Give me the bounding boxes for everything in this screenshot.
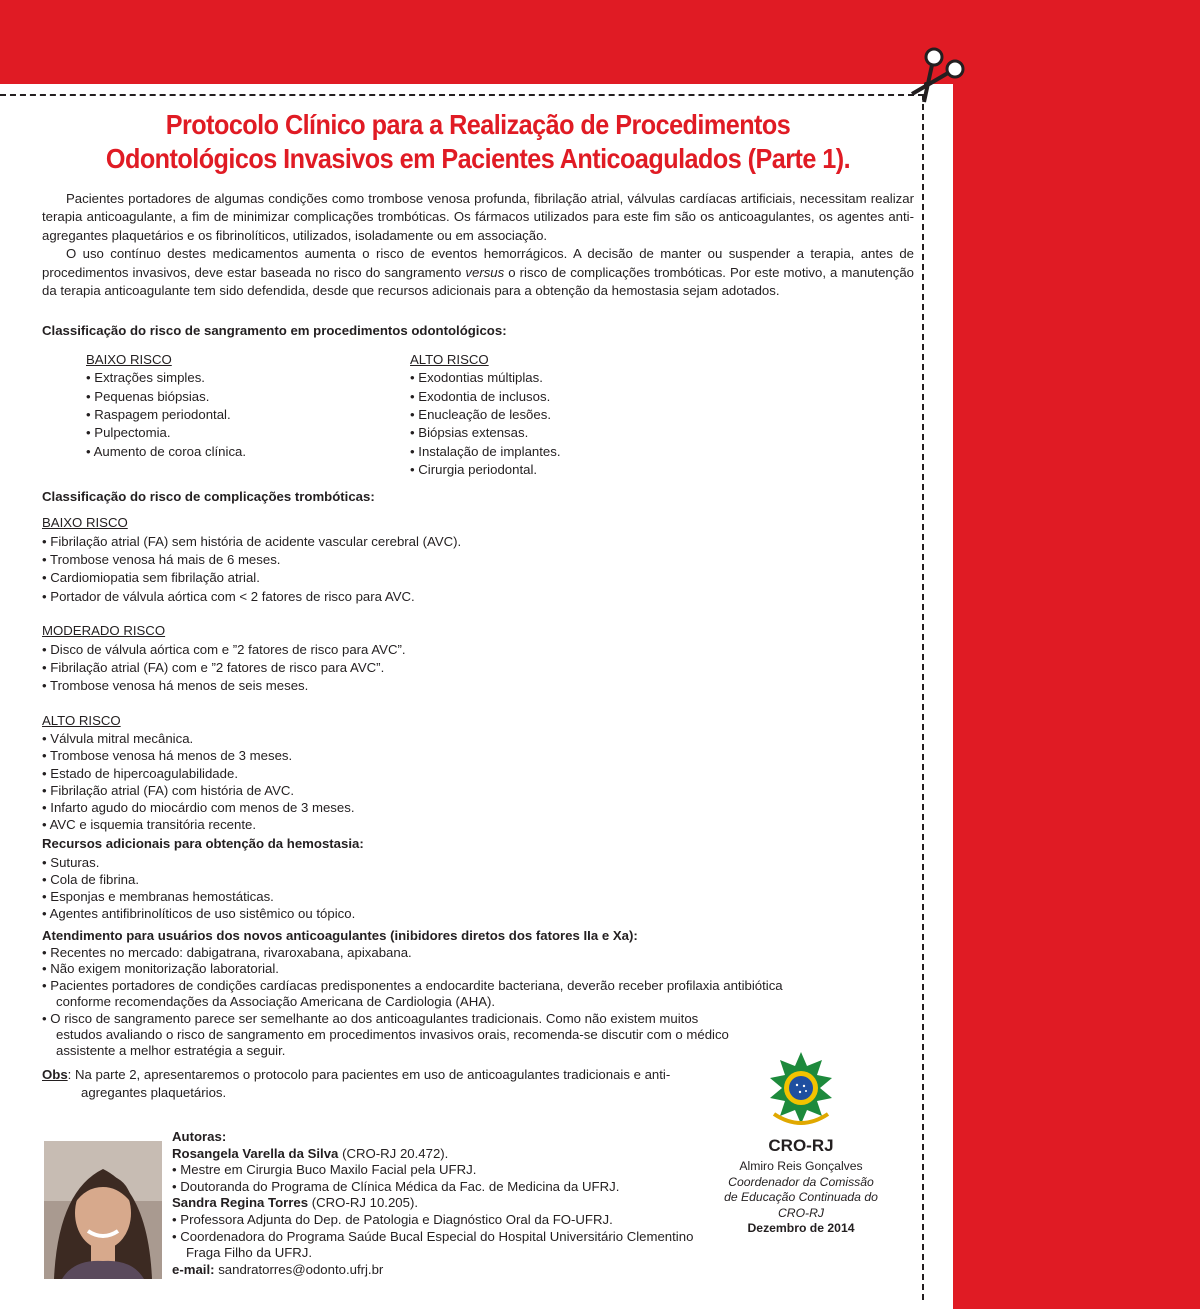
list-item: • Mestre em Cirurgia Buco Maxilo Facial pela UFRJ.	[172, 1162, 722, 1179]
list-item: • Disco de válvula aórtica com e ”2 fatores de risco para AVC”.	[42, 641, 914, 659]
coat-of-arms-icon	[760, 1048, 842, 1130]
main-content	[42, 108, 914, 1103]
cro-signature-block	[722, 1048, 880, 1236]
list-item: • Biópsias extensas.	[410, 424, 734, 442]
author-text	[172, 1129, 722, 1278]
obs-text: : Na parte 2, apresentaremos o protocolo para pacientes em uso de anticoagulantes tradicionais e anti-agregantes plaquetários.	[67, 1066, 671, 1101]
author-photo	[44, 1141, 162, 1279]
list-item: • Enucleação de lesões.	[410, 406, 734, 424]
thrombotic-moderate-label: MODERADO RISCO	[42, 623, 166, 639]
list-item: • Extrações simples.	[86, 369, 410, 387]
list-item: • Instalação de implantes.	[410, 443, 734, 461]
list-item: • Raspagem periodontal.	[86, 406, 410, 424]
new-anticoagulants-title: Atendimento para usuários dos novos anticoagulantes (inibidores diretos dos fatores IIa e Xa):	[42, 927, 638, 943]
list-item: • Trombose venosa há mais de 6 meses.	[42, 551, 914, 569]
thrombotic-moderate-group	[42, 622, 914, 696]
list-item: • Aumento de coroa clínica.	[86, 443, 410, 461]
list-item: • Suturas.	[42, 854, 914, 871]
list-item: • AVC e isquemia transitória recente.	[42, 816, 914, 833]
author-2-line	[172, 1195, 722, 1212]
author-1-name: Rosangela Varella da Silva	[172, 1145, 339, 1161]
thrombotic-high-label: ALTO RISCO	[42, 712, 121, 728]
list-item: • Fibrilação atrial (FA) com história de AVC.	[42, 782, 914, 799]
bleeding-risk-columns	[86, 351, 914, 480]
list-item: • Portador de válvula aórtica com < 2 fatores de risco para AVC.	[42, 588, 914, 606]
list-item: • Agentes antifibrinolíticos de uso sistêmico ou tópico.	[42, 905, 914, 922]
intro-p2-text-b: o risco de complicações trombóticas. Por este motivo, a manutenção da terapia anticoagulante tem sido defendida, desde que recursos adicionais para a obtenção da hemostasia sejam adotados.	[42, 264, 915, 299]
author-1-cro: (CRO-RJ 20.472).	[338, 1145, 449, 1161]
hemostasis-title: Recursos adicionais para obtenção da hemostasia:	[42, 836, 364, 852]
bleeding-low-column	[86, 351, 410, 480]
title-line-2: Odontológicos Invasivos em Pacientes Anticoagulados (Parte 1).	[105, 143, 851, 174]
cro-role: Coordenador da Comissão de Educação Continuada do CRO-RJ	[724, 1174, 878, 1220]
list-item: • Fibrilação atrial (FA) sem história de acidente vascular cerebral (AVC).	[42, 533, 914, 551]
author-1-line	[172, 1146, 722, 1163]
page-title	[86, 108, 871, 176]
list-item: • Exodontia de inclusos.	[410, 388, 734, 406]
list-item: • Recentes no mercado: dabigatrana, rivaroxabana, apixabana.	[42, 945, 914, 961]
list-item: • Cola de fibrina.	[42, 871, 914, 888]
cut-line-right	[922, 94, 924, 1300]
list-item: • Cardiomiopatia sem fibrilação atrial.	[42, 569, 914, 587]
cro-name: CRO-RJ	[768, 1136, 834, 1155]
intro-paragraph-2	[42, 245, 914, 300]
thrombotic-low-group	[42, 514, 914, 606]
cut-line-top	[0, 94, 924, 96]
intro-paragraph-1: Pacientes portadores de algumas condições como trombose venosa profunda, fibrilação atrial, válvulas cardíacas artificiais, necessitam realizar terapia anticoagulante, a fim de minimizar complicações trombóticas. Os fármacos utilizados para este fim são os anticoagulantes, os agentes anti-agregantes plaquetários e os fibrinolíticos, utilizados, isoladamente ou em associação.	[42, 191, 914, 243]
list-item: • Esponjas e membranas hemostáticas.	[42, 888, 914, 905]
list-item: • Fibrilação atrial (FA) com e ”2 fatores de risco para AVC”.	[42, 659, 914, 677]
intro-p2-text-a: O uso contínuo destes medicamentos aumenta o risco de eventos hemorrágicos. A decisão de manter ou suspender a terapia, antes de procedimentos invasivos, deve estar baseada no risco do sangramento	[42, 246, 914, 280]
list-item: • Não exigem monitorização laboratorial.	[42, 961, 914, 977]
thrombotic-risk-title: Classificação do risco de complicações trombóticas:	[42, 488, 375, 504]
list-item: • Exodontias múltiplas.	[410, 369, 734, 387]
side-red-band	[953, 0, 1200, 1309]
bleeding-high-label: ALTO RISCO	[410, 351, 489, 367]
bleeding-high-column	[410, 351, 734, 480]
list-item: • Coordenadora do Programa Saúde Bucal Especial do Hospital Universitário Clementino Fraga Filho da UFRJ.	[172, 1229, 722, 1262]
list-item: • Doutoranda do Programa de Clínica Médica da Fac. de Medicina da UFRJ.	[172, 1179, 722, 1196]
email-link[interactable]: sandratorres@odonto.ufrj.br	[218, 1261, 384, 1277]
obs-note	[42, 1066, 721, 1103]
bleeding-risk-title: Classificação do risco de sangramento em procedimentos odontológicos:	[42, 323, 507, 339]
list-item: • Infarto agudo do miocárdio com menos de 3 meses.	[42, 799, 914, 816]
intro-p2-italic: versus	[465, 264, 505, 280]
email-label: e-mail:	[172, 1261, 215, 1277]
thrombotic-high-group	[42, 712, 914, 834]
list-item: • Pequenas biópsias.	[86, 388, 410, 406]
list-item: • Estado de hipercoagulabilidade.	[42, 765, 914, 782]
author-2-cro: (CRO-RJ 10.205).	[308, 1195, 419, 1211]
authors-label: Autoras:	[172, 1129, 227, 1144]
cro-date: Dezembro de 2014	[747, 1221, 855, 1236]
email-line	[172, 1262, 722, 1279]
list-item: • Trombose venosa há menos de seis meses.	[42, 677, 914, 695]
list-item: • Válvula mitral mecânica.	[42, 730, 914, 747]
thrombotic-low-label: BAIXO RISCO	[42, 515, 128, 531]
obs-label: Obs	[42, 1066, 68, 1082]
list-item: • Cirurgia periodontal.	[410, 461, 734, 479]
list-item: • Pacientes portadores de condições cardíacas predisponentes a endocardite bacteriana, deverão receber profilaxia antibiótica conforme recomendações da Associação Americana de Cardiologia (AHA).	[42, 978, 816, 1011]
list-item: • Trombose venosa há menos de 3 meses.	[42, 747, 914, 764]
title-line-1: Protocolo Clínico para a Realização de Procedimentos	[165, 109, 791, 140]
bleeding-low-label: BAIXO RISCO	[86, 351, 172, 367]
author-2-name: Sandra Regina Torres	[172, 1195, 309, 1211]
list-item: • Pulpectomia.	[86, 424, 410, 442]
list-item: • O risco de sangramento parece ser semelhante ao dos anticoagulantes tradicionais. Como não existem muitos estudos avaliando o risco de sangramento em procedimentos invasivos orais, recomenda-se discutir com o médico assistente a melhor estratégia a seguir.	[42, 1011, 736, 1060]
cro-person: Almiro Reis Gonçalves	[739, 1159, 863, 1174]
list-item: • Professora Adjunta do Dep. de Patologia e Diagnóstico Oral da FO-UFRJ.	[172, 1212, 722, 1229]
scissors-icon	[902, 44, 968, 106]
